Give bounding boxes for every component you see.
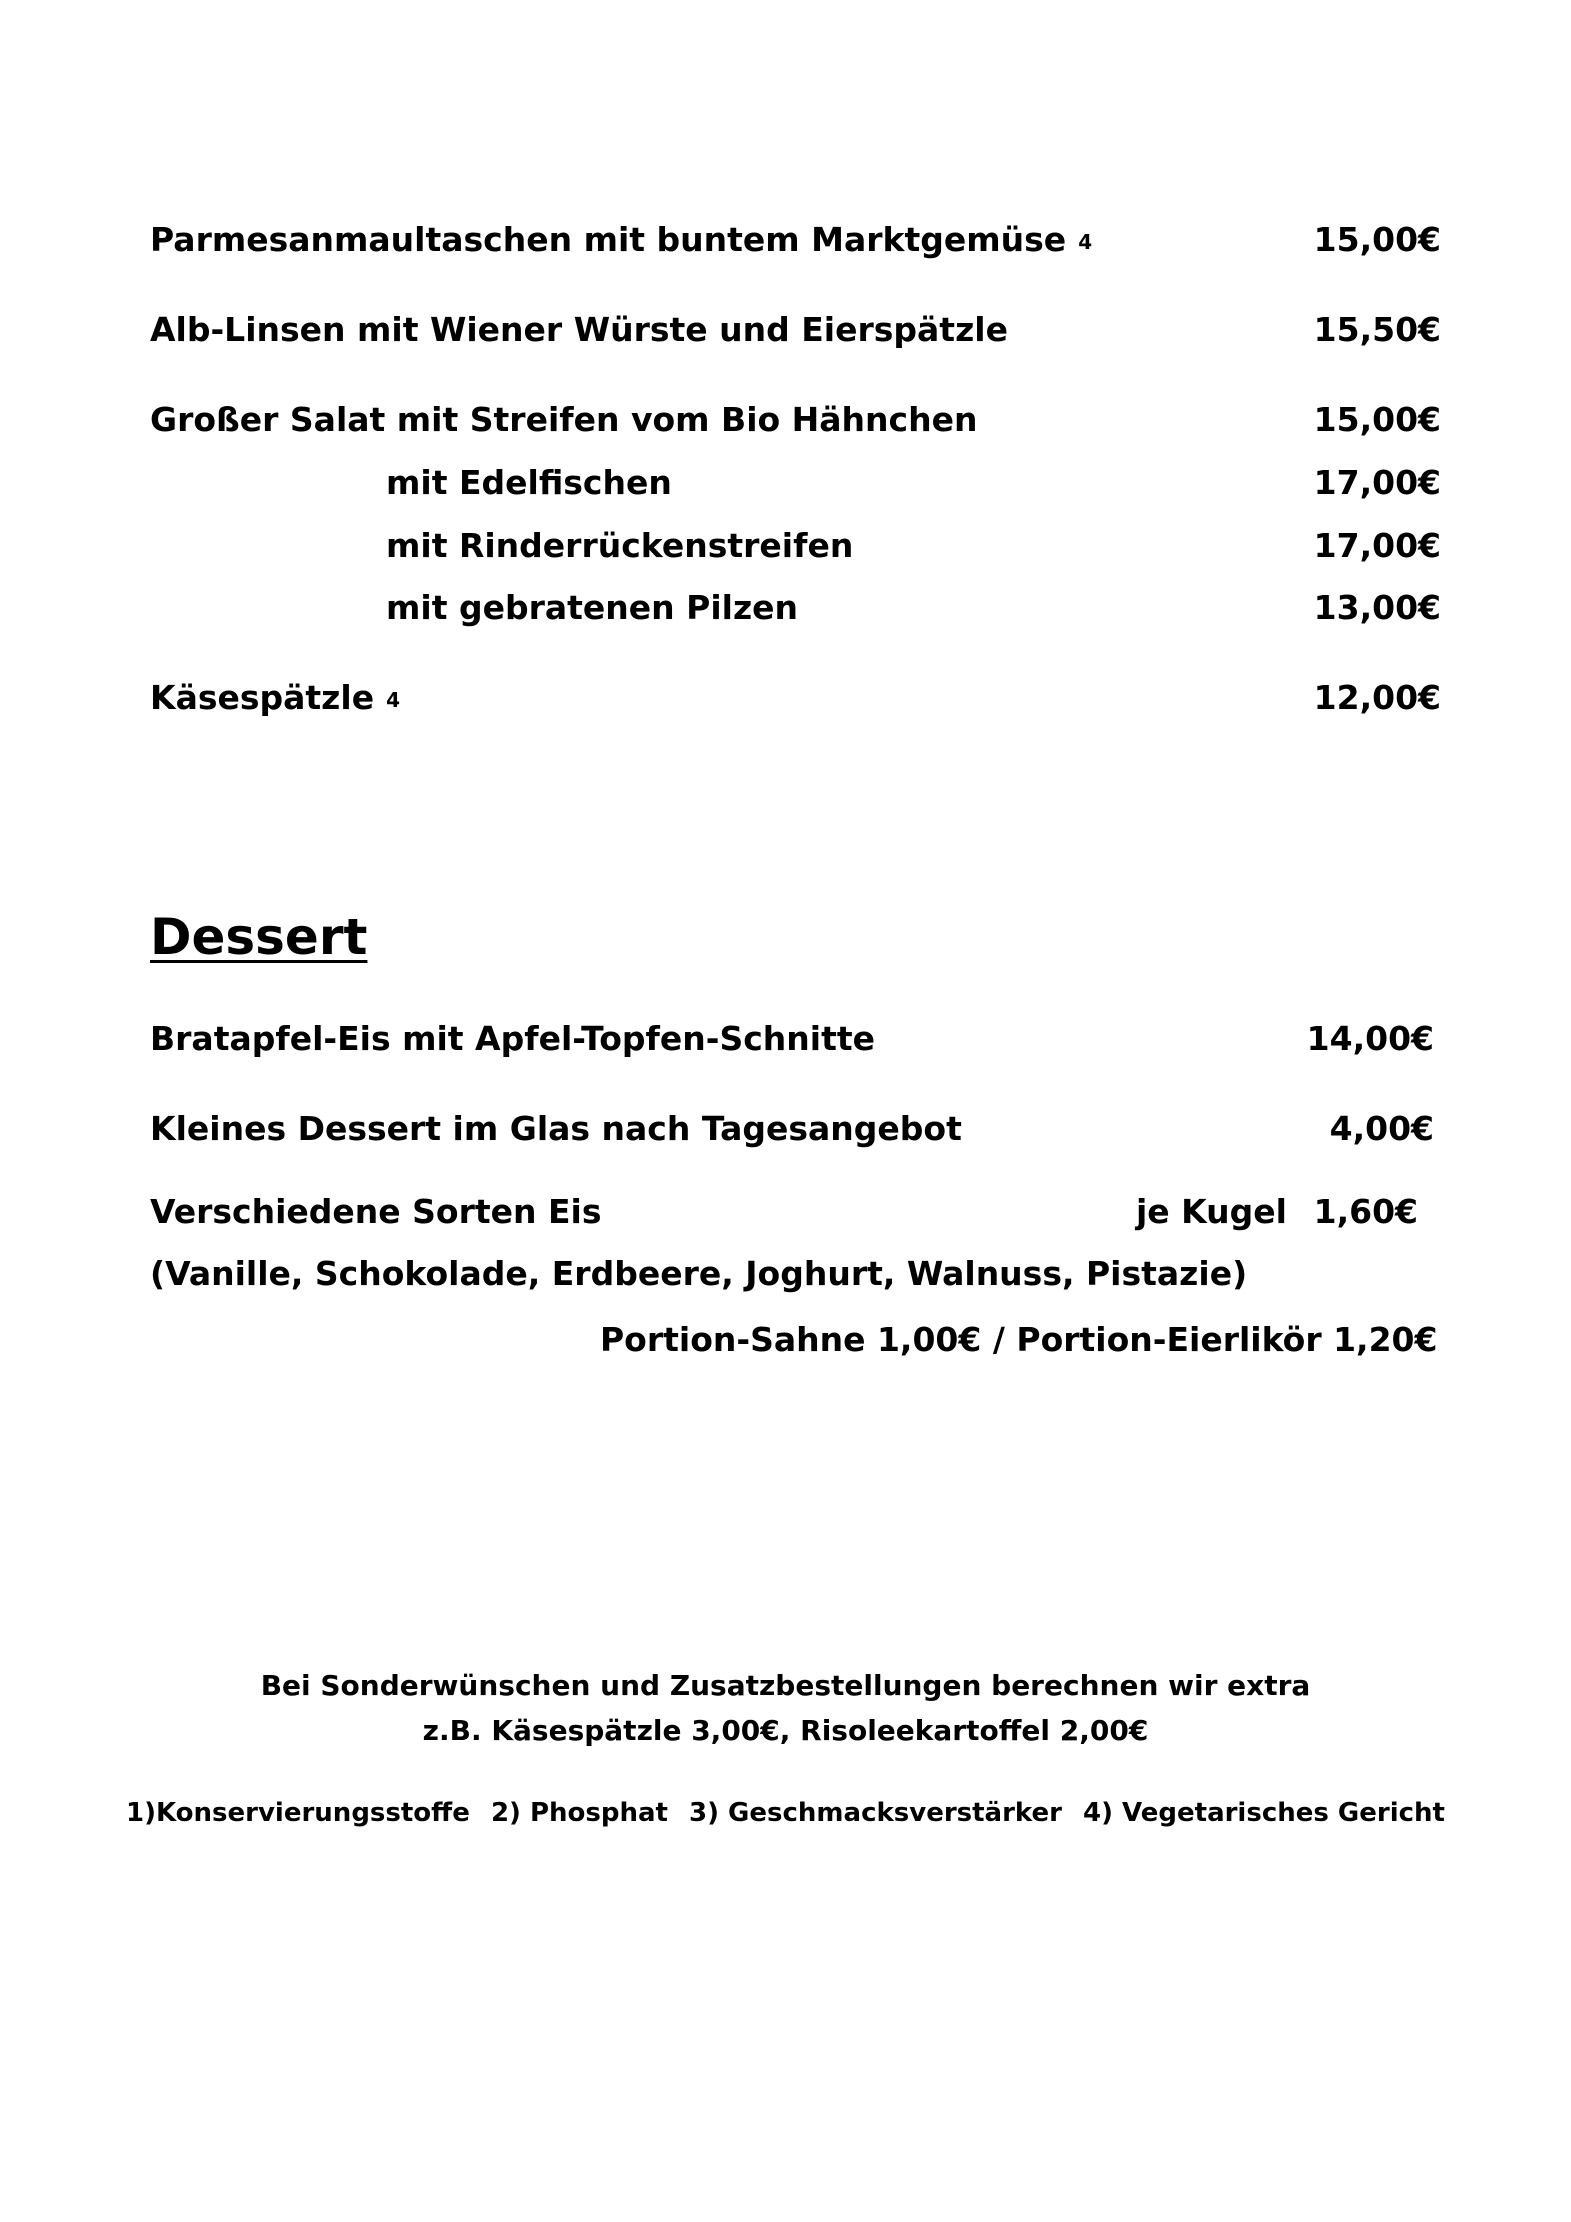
allergen-marker: 4 [1078, 230, 1093, 254]
item-price: 15,00€ [1313, 400, 1441, 439]
menu-variant-pilzen [386, 586, 798, 630]
item-name: mit Edelfischen [386, 463, 672, 502]
item-price: 15,00€ [1313, 220, 1441, 259]
dessert-item-eis [150, 1190, 602, 1234]
menu-variant-edelfischen [386, 461, 672, 505]
item-name: Verschiedene Sorten Eis [150, 1192, 602, 1231]
item-name: Großer Salat mit Streifen vom Bio Hähnchen [150, 400, 978, 439]
ice-flavors: (Vanille, Schokolade, Erdbeere, Joghurt, Walnuss, Pistazie) [150, 1254, 1248, 1293]
item-price: 15,50€ [1313, 310, 1441, 349]
item-name: Alb-Linsen mit Wiener Würste und Eierspätzle [150, 310, 1008, 349]
item-price: 17,00€ [1313, 463, 1441, 502]
item-name: Käsespätzle [150, 678, 375, 717]
dessert-item-kleines-dessert [150, 1107, 962, 1151]
menu-variant-rinderrueckenstreifen [386, 524, 853, 568]
legend-item: 1)Konservierungsstoffe [126, 1798, 470, 1828]
item-name: mit Rinderrückenstreifen [386, 526, 854, 565]
legend-item: 4) Vegetarisches Gericht [1083, 1798, 1445, 1828]
additive-legend [0, 1795, 1571, 1831]
item-price: 4,00€ [1329, 1109, 1434, 1148]
legend-item: 3) Geschmacksverstärker [689, 1798, 1062, 1828]
dessert-item-bratapfel-eis [150, 1017, 875, 1061]
item-name: Parmesanmaultaschen mit buntem Marktgemüse [150, 220, 1067, 259]
item-name: mit gebratenen Pilzen [386, 588, 799, 627]
unit-label: je Kugel [1136, 1192, 1287, 1231]
item-price: 14,00€ [1306, 1019, 1434, 1058]
special-requests-note: Bei Sonderwünschen und Zusatzbestellungen berechnen wir extra [260, 1669, 1311, 1702]
item-price: 13,00€ [1313, 588, 1441, 627]
item-price: 12,00€ [1313, 678, 1441, 717]
item-name: Bratapfel-Eis mit Apfel-Topfen-Schnitte [150, 1019, 876, 1058]
menu-item-grosser-salat [150, 398, 977, 442]
menu-item-alb-linsen [150, 308, 1008, 352]
dessert-heading: Dessert [150, 908, 368, 966]
item-price: 1,60€ [1313, 1192, 1418, 1231]
menu-item-kaesespaetzle [150, 676, 400, 722]
allergen-marker: 4 [386, 688, 400, 712]
extra-charges-example: z.B. Käsespätzle 3,00€, Risoleekartoffel 2,00€ [422, 1714, 1149, 1747]
legend-item: 2) Phosphat [490, 1798, 668, 1828]
item-name: Kleines Dessert im Glas nach Tagesangebot [150, 1109, 962, 1148]
item-price: 17,00€ [1313, 526, 1441, 565]
dessert-extras: Portion-Sahne 1,00€ / Portion-Eierlikör 1,20€ [600, 1320, 1438, 1359]
menu-item-parmesanmaultaschen [150, 218, 1092, 264]
